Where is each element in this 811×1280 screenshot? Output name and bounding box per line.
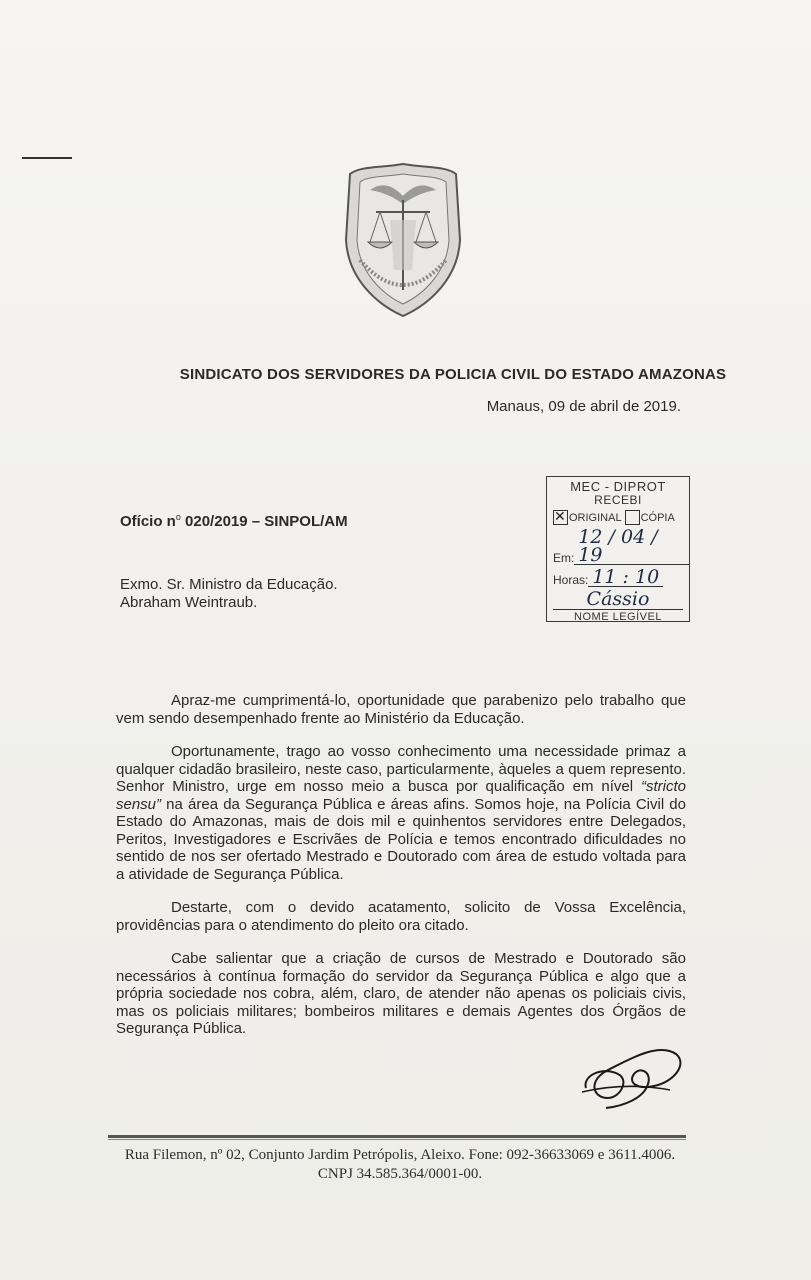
oficio-sup: o <box>175 512 181 522</box>
paragraph-2 <box>116 743 686 883</box>
paragraph-1: Apraz-me cumprimentá-lo, oportunidade que parabenizo pelo trabalho que vem sendo desempenhado frente ao Ministério da Educação. <box>116 692 686 727</box>
footer-cnpj-line: CNPJ 34.585.364/0001-00. <box>317 1166 483 1182</box>
paragraph-2-italic: “stricto sensu” <box>116 778 686 813</box>
received-stamp <box>546 476 690 622</box>
organization-title: SINDICATO DOS SERVIDORES DA POLICIA CIVIL DO ESTADO AMAZONAS <box>179 366 727 383</box>
handwritten-signature <box>578 1036 686 1114</box>
oficio-number <box>120 512 348 530</box>
letter-body <box>116 692 686 1054</box>
footer-address <box>80 1146 720 1184</box>
paragraph-3: Destarte, com o devido acatamento, solicito de Vossa Excelência, providências para o atendimento do pleito ora citado. <box>116 899 686 934</box>
stamp-date-label: Em: <box>553 551 575 565</box>
paragraph-2-part-a: Oportunamente, trago ao vosso conhecimento uma necessidade primaz a qualquer cidadão brasileiro, neste caso, particularmente, àqueles a quem represento. Senhor Ministro, urge em nosso meio a busca por qualificação em nível <box>116 743 686 795</box>
stamp-hours-label: Horas: <box>553 573 589 587</box>
footer-divider-thin <box>108 1139 686 1140</box>
oficio-code: 020/2019 – SINPOL/AM <box>180 513 348 530</box>
stamp-signature: Cássio <box>553 589 683 610</box>
stamp-hours-value: 11 : 10 <box>588 568 663 587</box>
original-checkbox-icon <box>553 510 568 525</box>
paragraph-4: Cabe salientar que a criação de cursos de Mestrado e Doutorado são necessários à contínua formação do servidor da Segurança Pública e algo que a própria sociedade nos cobra, além, claro, de atender não apenas os policiais civis, mas os policiais militares; bombeiros militares e demais Agentes dos Órgãos de Segurança Pública. <box>116 950 686 1037</box>
paragraph-2-part-b: na área da Segurança Pública e áreas afins. Somos hoje, na Polícia Civil do Estado do Amazonas, mais de dois mil e quinhentos servidores entre Delegados, Peritos, Investigadores e Escrivães de Polícia e temos encontrado dificuldades no sentido de nos ser ofertado Mestrado e Doutorado com área de estudo voltada para a atividade de Segurança Pública. <box>116 795 686 883</box>
stamp-footer-label: NOME LEGÍVEL <box>574 611 662 623</box>
footer-divider <box>108 1135 686 1138</box>
stamp-subtitle: RECEBI <box>594 493 642 507</box>
stamp-date-value: 12 / 04 / 19 <box>574 528 689 565</box>
police-crest-logo <box>340 160 466 320</box>
stamp-title: MEC - DIPROT <box>570 479 666 494</box>
document-date: Manaus, 09 de abril de 2019. <box>486 398 681 415</box>
original-label: ORIGINAL <box>569 511 622 524</box>
stamp-date-row <box>553 528 689 565</box>
addressee-block <box>120 576 338 612</box>
addressee-name: Abraham Weintraub. <box>120 594 258 611</box>
copy-label: CÓPIA <box>640 511 675 524</box>
stamp-checkboxes <box>553 510 689 525</box>
addressee-title: Exmo. Sr. Ministro da Educação. <box>120 576 338 593</box>
oficio-prefix: Ofício n <box>120 513 176 530</box>
footer-address-line: Rua Filemon, nº 02, Conjunto Jardim Petrópolis, Aleixo. Fone: 092-36633069 e 3611.4006. <box>124 1147 676 1163</box>
copy-checkbox-icon <box>625 510 640 525</box>
margin-mark <box>22 157 72 159</box>
stamp-hours-row <box>553 568 689 587</box>
